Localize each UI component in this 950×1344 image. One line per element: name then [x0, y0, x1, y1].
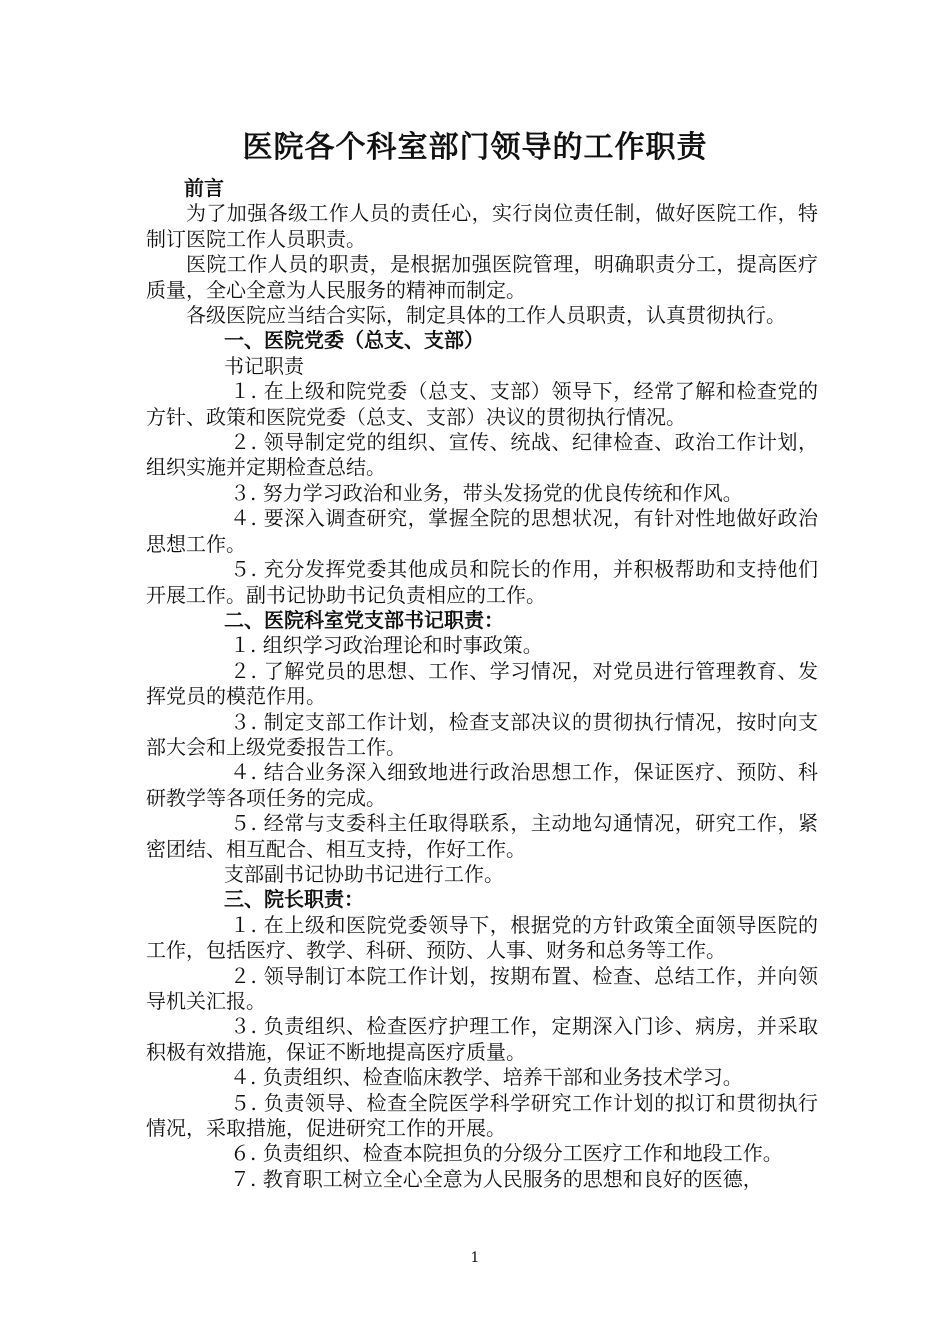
section1-item: ５. 充分发挥党委其他成员和院长的作用，并积极帮助和支持他们开展工作。副书记协助书记负责相应的工作。: [146, 557, 818, 607]
section1-heading: 一、医院党委（总支、支部）: [224, 328, 484, 353]
preface-paragraph: 为了加强各级工作人员的责任心，实行岗位责任制，做好医院工作，特制订医院工作人员职责。: [146, 201, 818, 251]
section3-heading: 三、院长职责：: [224, 887, 364, 912]
preface-paragraph: 医院工作人员的职责，是根据加强医院管理，明确职责分工，提高医疗质量，全心全意为人民服务的精神而制定。: [146, 252, 818, 302]
section3-item: ２. 领导制订本院工作计划，按期布置、检查、总结工作，并向领导机关汇报。: [146, 963, 818, 1013]
document-body: [146, 176, 818, 1192]
preface-paragraph: 各级医院应当结合实际，制定具体的工作人员职责，认真贯彻执行。: [186, 303, 786, 328]
section3-item: ５. 负责领导、检查全院医学科学研究工作计划的拟订和贯彻执行情况，采取措施，促进研究工作的开展。: [146, 1090, 818, 1141]
section3-item: １. 在上级和医院党委领导下，根据党的方针政策全面领导医院的工作，包括医疗、教学、科研、预防、人事、财务和总务等工作。: [146, 912, 818, 963]
section2-note: 支部副书记协助书记进行工作。: [224, 861, 504, 886]
section3-item: ６. 负责组织、检查本院担负的分级分工医疗工作和地段工作。: [230, 1141, 783, 1166]
section3-item: ３. 负责组织、检查医疗护理工作，定期深入门诊、病房，并采取积极有效措施，保证不断地提高医疗质量。: [146, 1014, 818, 1064]
preface-heading: 前言: [184, 176, 224, 200]
section2-item: ４. 结合业务深入细致地进行政治思想工作，保证医疗、预防、科研教学等各项任务的完成。: [146, 760, 818, 810]
section1-item: １. 在上级和院党委（总支、支部）领导下，经常了解和检查党的方针、政策和医院党委（总支、支部）决议的贯彻执行情况。: [146, 379, 818, 429]
section3-item: ４. 负责组织、检查临床教学、培养干部和业务技术学习。: [230, 1065, 743, 1090]
section3-item: ７. 教育职工树立全心全意为人民服务的思想和良好的医德，: [230, 1166, 763, 1191]
document-title: 医院各个科室部门领导的工作职责: [242, 130, 708, 165]
section1-item: ４. 要深入调查研究，掌握全院的思想状况，有针对性地做好政治思想工作。: [146, 506, 818, 556]
section2-item: ５. 经常与支委科主任取得联系，主动地勾通情况，研究工作，紧密团结、相互配合、相互支持，作好工作。: [146, 811, 818, 861]
section2-item: １. 组织学习政治理论和时事政策。: [230, 633, 543, 658]
section1-item: ２. 领导制定党的组织、宣传、统战、纪律检查、政治工作计划，组织实施并定期检查总结。: [146, 430, 818, 480]
section2-heading: 二、医院科室党支部书记职责：: [224, 607, 504, 632]
section1-item: ３. 努力学习政治和业务，带头发扬党的优良传统和作风。: [230, 480, 743, 505]
section2-item: ２. 了解党员的思想、工作、学习情况，对党员进行管理教育、发挥党员的模范作用。: [146, 658, 818, 709]
section2-item: ３. 制定支部工作计划，检查支部决议的贯彻执行情况，按时向支部大会和上级党委报告工作。: [146, 709, 818, 759]
page-number: 1: [470, 1250, 480, 1266]
section1-subheading: 书记职责: [224, 353, 304, 378]
